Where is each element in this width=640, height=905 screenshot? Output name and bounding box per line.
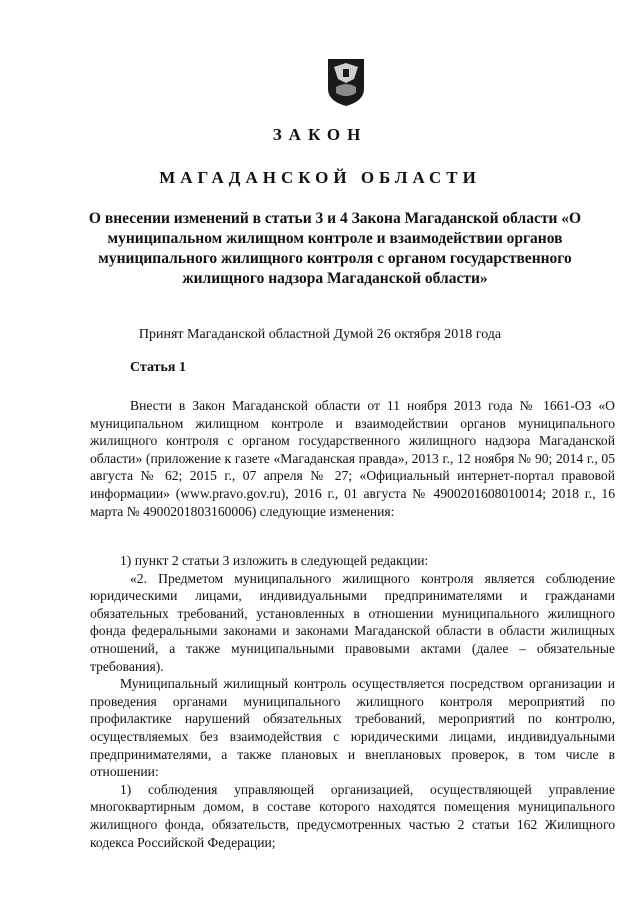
document-title-region: МАГАДАНСКОЙ ОБЛАСТИ xyxy=(159,168,481,187)
amendment-quote-paragraph: «2. Предметом муниципального жилищного контроля является соблюдение юридическими лицами, индивидуальными предпринимателями и гражданами обязательных требований, установленных в отношении муниципального жилищного фонда федеральными законами и законами Магаданской области в области жилищных отношений, а также муниципальными правовыми актами (далее – обязательные требования). xyxy=(90,570,615,674)
amendments-section xyxy=(90,552,615,851)
article-heading: Статья 1 xyxy=(130,360,186,375)
intro-section xyxy=(90,397,615,520)
document-subtitle: О внесении изменений в статьи 3 и 4 Закона Магаданской области «О муниципальном жилищном контроле и взаимодействии органов муниципального жилищного контроля с органом государственного жилищного надзора Магаданской области» xyxy=(88,210,582,287)
document-title-law: ЗАКОН xyxy=(272,125,368,144)
intro-paragraph: Внести в Закон Магаданской области от 11 ноября 2013 года № 1661-ОЗ «О муниципальном жилищном контроле и взаимодействии органов муниципального жилищного контроля с органом государственного жилищного надзора Магаданской области» (приложение к газете «Магаданская правда», 2013 г., 12 ноября № 90; 2014 г., 05 августа № 62; 2015 г., 07 апреля № 27; «Официальный интернет-портал правовой информации» (www.pravo.gov.ru), 2016 г., 01 августа № 4900201608010014; 2018 г., 16 марта № 4900201803160006) следующие изменения: xyxy=(90,398,615,519)
amendment-paragraph: Муниципальный жилищный контроль осуществляется посредством организации и проведения органами муниципального жилищного контроля мероприятий по профилактике нарушений обязательных требований, мероприятий по контролю, осуществляемых без взаимодействия с юридическими лицами, индивидуальными предпринимателями, а также плановых и внеплановых проверок, в том числе в отношении: xyxy=(90,676,615,780)
amendment-item: 1) пункт 2 статьи 3 изложить в следующей редакции: xyxy=(120,553,429,568)
magadan-coat-of-arms-emblem xyxy=(326,57,366,107)
amendment-subitem: 1) соблюдения управляющей организацией, осуществляющей управление многоквартирным домом, в составе которого находятся помещения муниципального жилищного фонда, обязательств, предусмотренных частью 2 статьи 162 Жилищного кодекса Российской Федерации; xyxy=(90,781,615,850)
adoption-note: Принят Магаданской областной Думой 26 октября 2018 года xyxy=(138,327,502,342)
